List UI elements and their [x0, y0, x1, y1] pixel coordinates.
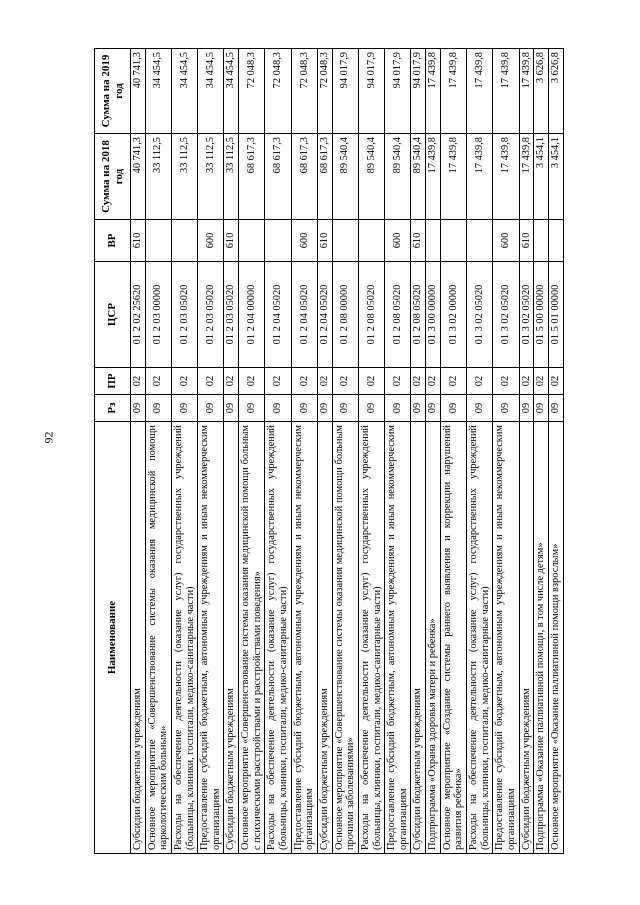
cell-rz: 09: [411, 395, 426, 422]
table-row: [534, 49, 549, 854]
table-row: [198, 49, 224, 854]
budget-table: [94, 48, 564, 854]
cell-rz: 09: [493, 395, 519, 422]
cell-sum-2019: 17 439,8: [467, 49, 493, 134]
cell-sum-2019: 40 741,3: [131, 49, 146, 134]
cell-sum-2019: 72 048,3: [291, 49, 317, 134]
cell-vr: [467, 220, 493, 262]
table-row: [332, 49, 358, 854]
cell-sum-2018: 68 617,3: [291, 134, 317, 220]
table-row: [548, 49, 563, 854]
cell-pr: 02: [426, 368, 441, 395]
cell-csr: 01 2 03 05020: [171, 262, 197, 368]
cell-pr: 02: [411, 368, 426, 395]
table-row: [265, 49, 291, 854]
cell-vr: 610: [519, 220, 534, 262]
cell-sum-2018: 68 617,3: [239, 134, 265, 220]
cell-rz: 09: [171, 395, 197, 422]
cell-rz: 09: [131, 395, 146, 422]
page-number: 92: [41, 431, 56, 444]
table-row: [467, 49, 493, 854]
cell-rz: 09: [548, 395, 563, 422]
cell-pr: 02: [317, 368, 332, 395]
cell-rz: 09: [317, 395, 332, 422]
cell-name: Предоставление субсидий бюджетным, автономным учреждениям и иным некоммерческим организациям: [493, 422, 519, 854]
cell-sum-2018: 17 439,8: [440, 134, 466, 220]
table-row: [426, 49, 441, 854]
cell-name: Субсидии бюджетным учреждениям: [519, 422, 534, 854]
cell-vr: [265, 220, 291, 262]
cell-sum-2018: 33 112,5: [171, 134, 197, 220]
cell-pr: 02: [493, 368, 519, 395]
cell-pr: 02: [385, 368, 411, 395]
cell-sum-2019: 3 626,8: [548, 49, 563, 134]
cell-sum-2018: 17 439,8: [426, 134, 441, 220]
cell-name: Основное мероприятие «Оказание паллиативной помощи взрослым»: [548, 422, 563, 854]
table-row: [493, 49, 519, 854]
cell-sum-2018: 89 540,4: [358, 134, 384, 220]
cell-rz: 09: [198, 395, 224, 422]
cell-rz: 09: [467, 395, 493, 422]
cell-csr: 01 5 01 00000: [548, 262, 563, 368]
cell-sum-2019: 94 017,9: [385, 49, 411, 134]
cell-vr: 610: [411, 220, 426, 262]
cell-name: Расходы на обеспечение деятельности (оказание услуг) государственных учреждений (больницы, клиники, госпитали, медико-санитарные части): [265, 422, 291, 854]
cell-vr: 600: [493, 220, 519, 262]
cell-vr: [145, 220, 171, 262]
cell-csr: 01 2 04 00000: [239, 262, 265, 368]
cell-pr: 02: [291, 368, 317, 395]
cell-csr: 01 3 00 00000: [426, 262, 441, 368]
table-body: [131, 49, 564, 854]
cell-sum-2019: 3 626,8: [534, 49, 549, 134]
cell-rz: 09: [534, 395, 549, 422]
cell-pr: 02: [358, 368, 384, 395]
cell-rz: 09: [291, 395, 317, 422]
header-name: Наименование: [95, 422, 131, 854]
cell-rz: 09: [358, 395, 384, 422]
table-row: [131, 49, 146, 854]
cell-sum-2018: 40 741,3: [131, 134, 146, 220]
cell-rz: 09: [426, 395, 441, 422]
cell-sum-2018: 17 439,8: [467, 134, 493, 220]
cell-pr: 02: [332, 368, 358, 395]
cell-rz: 09: [519, 395, 534, 422]
cell-csr: 01 2 04 05020: [291, 262, 317, 368]
cell-name: Субсидии бюджетным учреждениям: [224, 422, 239, 854]
header-vr: ВР: [95, 220, 131, 262]
cell-csr: 01 2 03 00000: [145, 262, 171, 368]
header-row: [95, 49, 131, 854]
cell-csr: 01 2 08 05020: [358, 262, 384, 368]
cell-pr: 02: [145, 368, 171, 395]
cell-sum-2018: 33 112,5: [224, 134, 239, 220]
cell-vr: [332, 220, 358, 262]
table-row: [145, 49, 171, 854]
cell-name: Основное мероприятие «Создание системы раннего выявления и коррекции нарушений развития ребенка»: [440, 422, 466, 854]
cell-csr: 01 2 08 05020: [411, 262, 426, 368]
cell-sum-2019: 34 454,5: [145, 49, 171, 134]
cell-vr: [534, 220, 549, 262]
cell-sum-2018: 17 439,8: [519, 134, 534, 220]
cell-pr: 02: [239, 368, 265, 395]
cell-vr: [358, 220, 384, 262]
cell-pr: 02: [265, 368, 291, 395]
cell-rz: 09: [385, 395, 411, 422]
cell-csr: 01 3 02 05020: [519, 262, 534, 368]
cell-rz: 09: [145, 395, 171, 422]
table-row: [440, 49, 466, 854]
cell-name: Основное мероприятие «Совершенствование системы оказания медицинской помощи больным прочими заболеваниями»: [332, 422, 358, 854]
cell-rz: 09: [332, 395, 358, 422]
cell-vr: 610: [131, 220, 146, 262]
cell-name: Предоставление субсидий бюджетным, автономным учреждениям и иным некоммерческим организациям: [385, 422, 411, 854]
table-row: [171, 49, 197, 854]
cell-sum-2019: 72 048,3: [317, 49, 332, 134]
cell-csr: 01 2 03 05020: [198, 262, 224, 368]
cell-pr: 02: [519, 368, 534, 395]
cell-sum-2019: 94 017,9: [358, 49, 384, 134]
header-csr: ЦСР: [95, 262, 131, 368]
cell-sum-2019: 94 017,9: [411, 49, 426, 134]
cell-name: Подпрограмма «Охрана здоровья матери и ребенка»: [426, 422, 441, 854]
cell-sum-2019: 17 439,8: [440, 49, 466, 134]
cell-sum-2019: 17 439,8: [519, 49, 534, 134]
cell-name: Субсидии бюджетным учреждениям: [131, 422, 146, 854]
rotated-table-container: [94, 49, 624, 854]
cell-sum-2019: 17 439,8: [426, 49, 441, 134]
table-row: [519, 49, 534, 854]
table-row: [385, 49, 411, 854]
cell-csr: 01 2 08 00000: [332, 262, 358, 368]
cell-csr: 01 3 02 00000: [440, 262, 466, 368]
header-pr: ПР: [95, 368, 131, 395]
cell-sum-2018: 33 112,5: [198, 134, 224, 220]
cell-sum-2018: 33 112,5: [145, 134, 171, 220]
cell-sum-2018: 89 540,4: [385, 134, 411, 220]
cell-vr: [426, 220, 441, 262]
cell-name: Расходы на обеспечение деятельности (оказание услуг) государственных учреждений (больницы, клиники, госпитали, медико-санитарные части): [358, 422, 384, 854]
cell-sum-2018: 17 439,8: [493, 134, 519, 220]
header-sum-2019: Сумма на 2019 год: [95, 49, 131, 134]
cell-pr: 02: [198, 368, 224, 395]
cell-csr: 01 3 02 05020: [467, 262, 493, 368]
table-row: [239, 49, 265, 854]
cell-vr: 600: [198, 220, 224, 262]
cell-name: Субсидии бюджетным учреждениям: [411, 422, 426, 854]
cell-sum-2019: 34 454,5: [171, 49, 197, 134]
cell-name: Расходы на обеспечение деятельности (оказание услуг) государственных учреждений (больницы, клиники, госпитали, медико-санитарные части): [467, 422, 493, 854]
cell-pr: 02: [131, 368, 146, 395]
cell-vr: [171, 220, 197, 262]
cell-csr: 01 2 04 05020: [317, 262, 332, 368]
cell-vr: [440, 220, 466, 262]
table-row: [291, 49, 317, 854]
cell-csr: 01 3 02 05020: [493, 262, 519, 368]
cell-name: Основное мероприятие «Совершенствование системы оказания медицинской помощи больным с психическими расстройствами и расстройствами поведения»: [239, 422, 265, 854]
cell-sum-2018: 89 540,4: [332, 134, 358, 220]
cell-sum-2018: 89 540,4: [411, 134, 426, 220]
header-sum-2018: Сумма на 2018 год: [95, 134, 131, 220]
cell-rz: 09: [440, 395, 466, 422]
cell-name: Предоставление субсидий бюджетным, автономным учреждениям и иным некоммерческим организациям: [198, 422, 224, 854]
cell-vr: 610: [224, 220, 239, 262]
cell-vr: 610: [317, 220, 332, 262]
cell-vr: 600: [291, 220, 317, 262]
cell-rz: 09: [265, 395, 291, 422]
cell-sum-2018: 3 454,1: [548, 134, 563, 220]
cell-name: Подпрограмма «Оказание паллиативной помощи, в том числе детям»: [534, 422, 549, 854]
cell-sum-2019: 72 048,3: [265, 49, 291, 134]
cell-pr: 02: [548, 368, 563, 395]
cell-rz: 09: [224, 395, 239, 422]
table-row: [317, 49, 332, 854]
cell-csr: 01 5 00 00000: [534, 262, 549, 368]
cell-sum-2018: 68 617,3: [317, 134, 332, 220]
cell-sum-2018: 3 454,1: [534, 134, 549, 220]
cell-sum-2019: 34 454,5: [198, 49, 224, 134]
cell-vr: 600: [385, 220, 411, 262]
cell-name: Расходы на обеспечение деятельности (оказание услуг) государственных учреждений (больницы, клиники, госпитали, медико-санитарные части): [171, 422, 197, 854]
cell-pr: 02: [534, 368, 549, 395]
cell-csr: 01 2 02 25620: [131, 262, 146, 368]
table-row: [358, 49, 384, 854]
cell-rz: 09: [239, 395, 265, 422]
cell-vr: [239, 220, 265, 262]
cell-name: Предоставление субсидий бюджетным, автономным учреждениям и иным некоммерческим организациям: [291, 422, 317, 854]
cell-pr: 02: [224, 368, 239, 395]
cell-sum-2019: 94 017,9: [332, 49, 358, 134]
cell-name: Субсидии бюджетным учреждениям: [317, 422, 332, 854]
cell-vr: [548, 220, 563, 262]
cell-sum-2019: 17 439,8: [493, 49, 519, 134]
cell-pr: 02: [467, 368, 493, 395]
cell-name: Основное мероприятие «Совершенствование системы оказания медицинской помощи наркологическим больным»: [145, 422, 171, 854]
cell-sum-2018: 68 617,3: [265, 134, 291, 220]
cell-pr: 02: [440, 368, 466, 395]
cell-csr: 01 2 04 05020: [265, 262, 291, 368]
cell-csr: 01 2 03 05020: [224, 262, 239, 368]
cell-sum-2019: 34 454,5: [224, 49, 239, 134]
cell-sum-2019: 72 048,3: [239, 49, 265, 134]
cell-pr: 02: [171, 368, 197, 395]
header-rz: Рз: [95, 395, 131, 422]
cell-csr: 01 2 08 05020: [385, 262, 411, 368]
table-row: [411, 49, 426, 854]
table-row: [224, 49, 239, 854]
